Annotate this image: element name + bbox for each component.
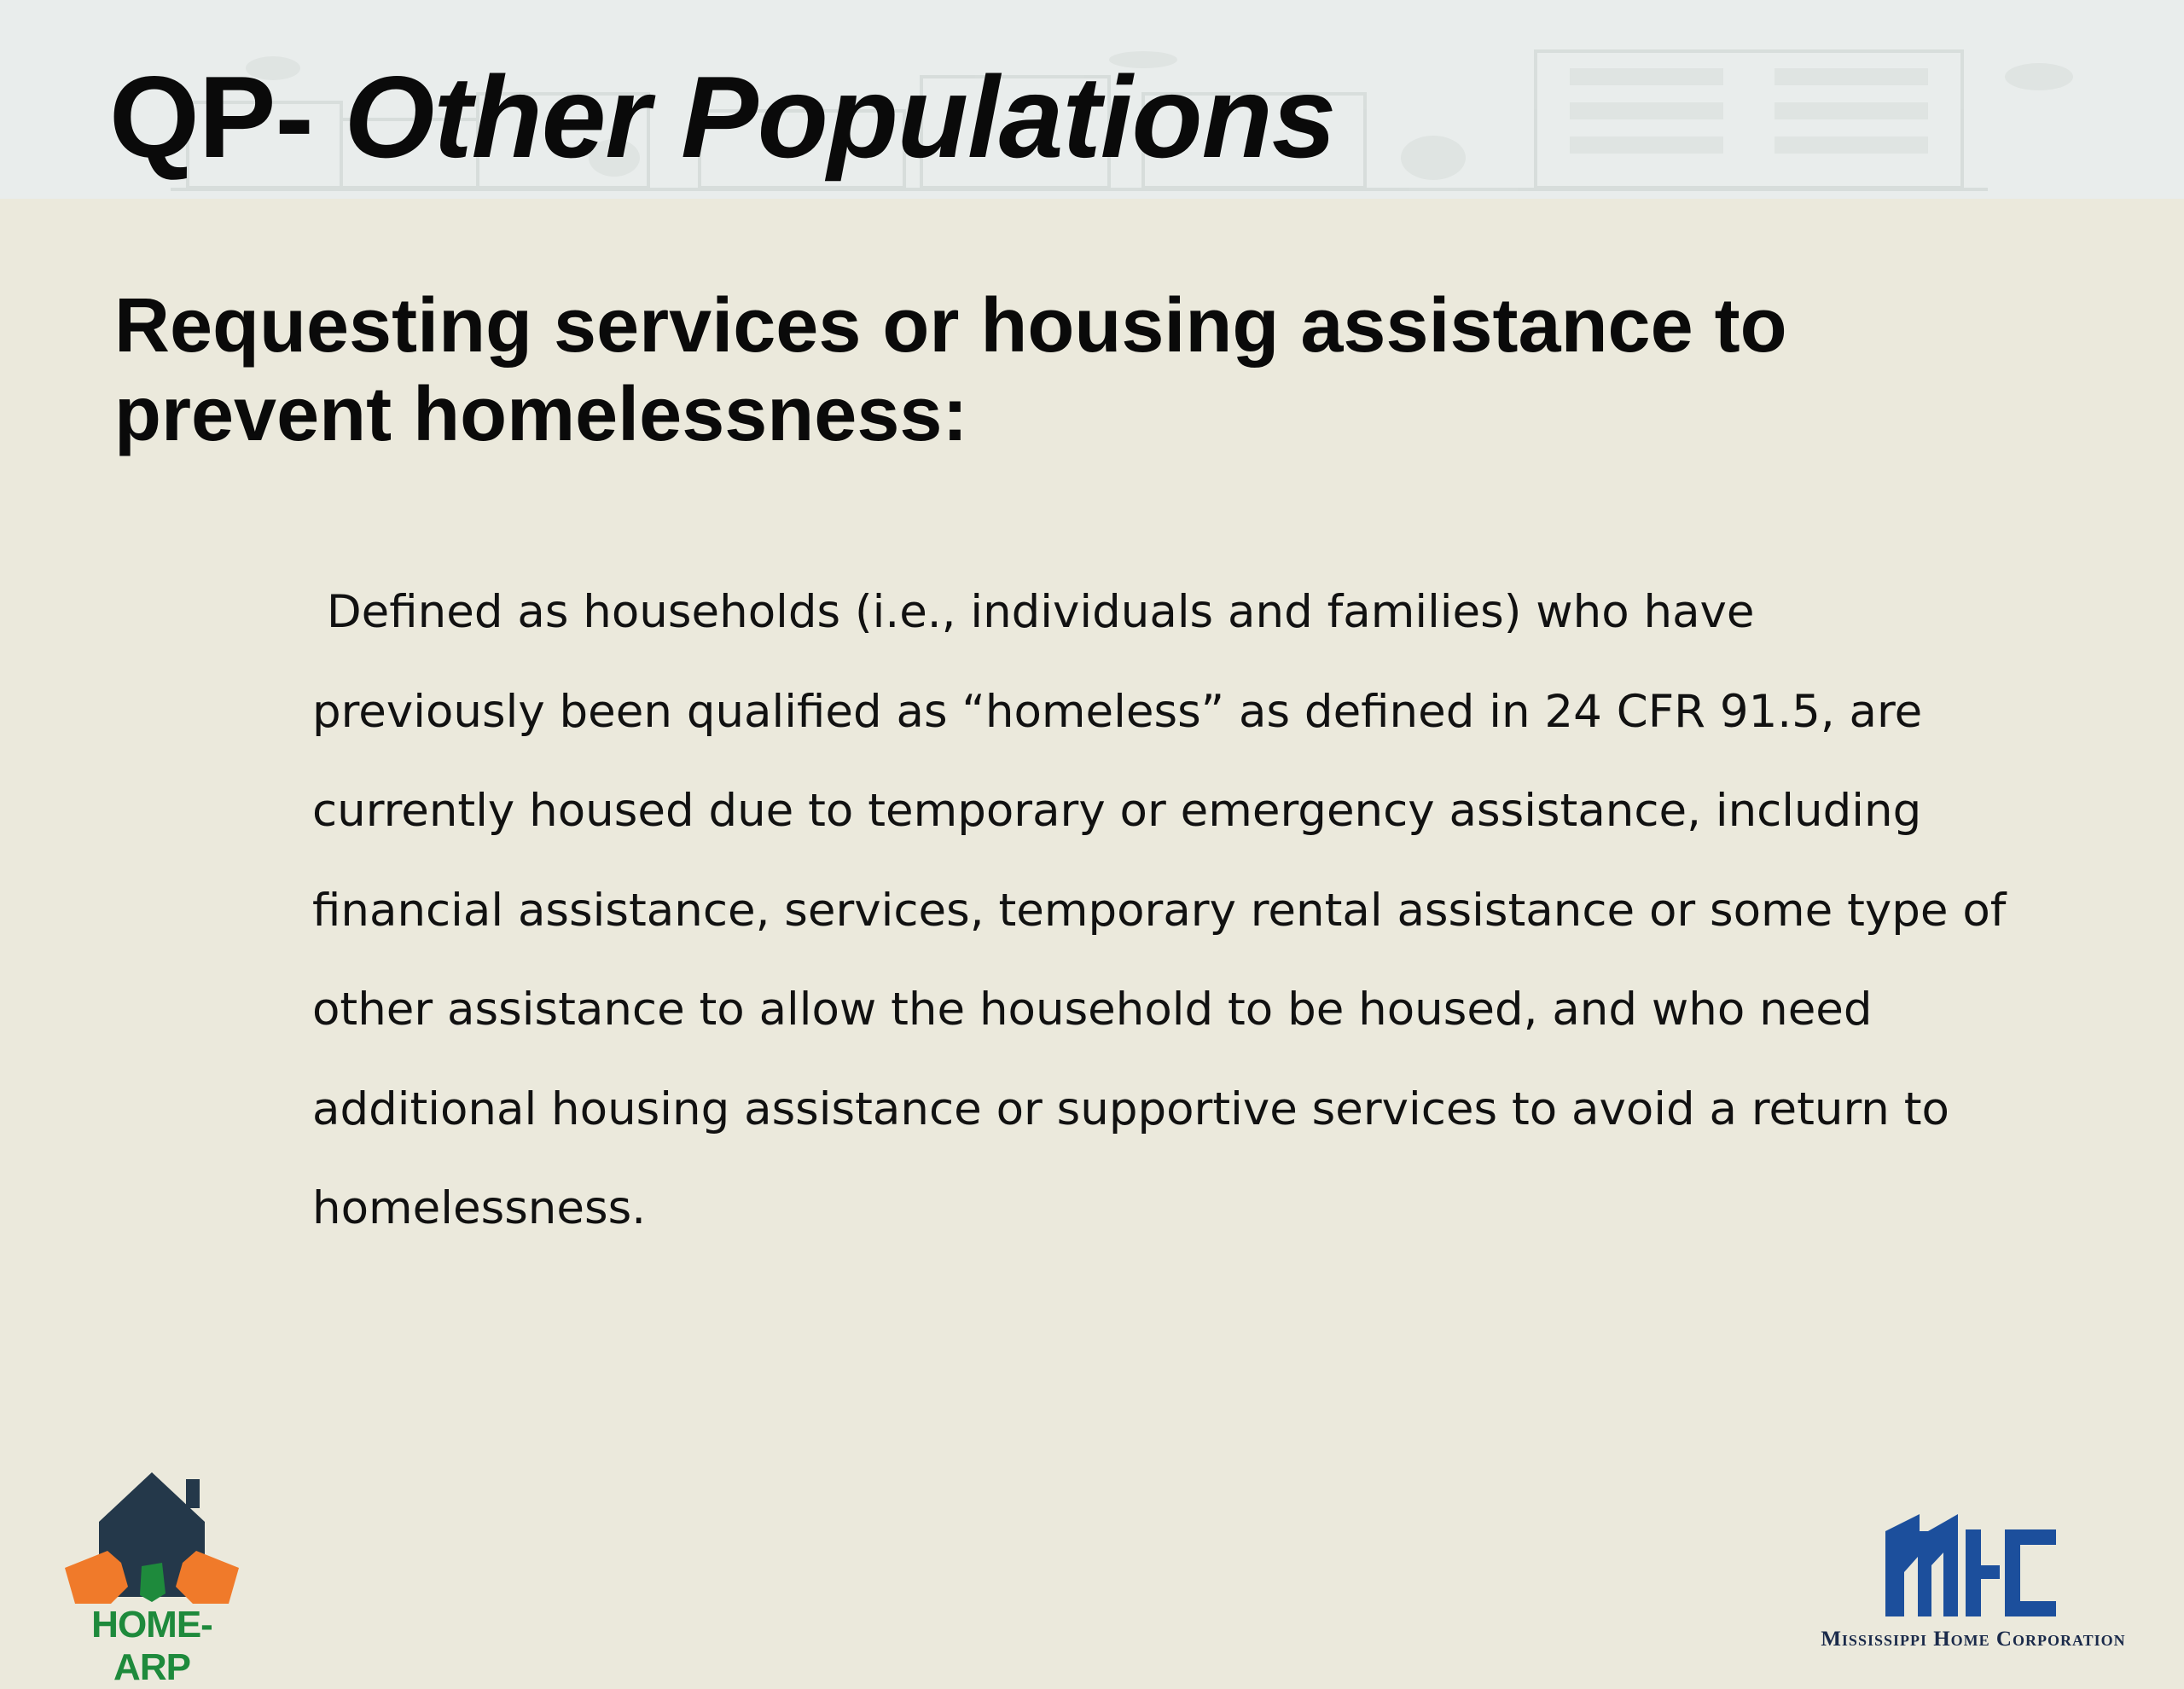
paragraph-line: homelessness. — [312, 1182, 647, 1234]
slide-title — [109, 53, 1335, 181]
paragraph-line: other assistance to allow the household to be housed, and who need — [312, 984, 1873, 1036]
mhc-label: Mississippi Home Corporation — [1821, 1628, 2126, 1651]
paragraph-line: Defined as households (i.e., individuals and families) who have — [312, 586, 1755, 638]
home-arp-label: HOME-ARP — [91, 1604, 212, 1688]
slide-title-prefix: QP- — [109, 52, 313, 182]
paragraph-line: currently housed due to temporary or emergency assistance, including — [312, 785, 1922, 837]
paragraph-line: previously been qualified as “homeless” as defined in 24 CFR 91.5, are — [312, 685, 1923, 738]
mhc-logo-icon — [1877, 1506, 2065, 1625]
slide-subtitle: Requesting services or housing assistance to prevent homelessness: — [114, 283, 1787, 457]
slide-title-italic: Other Populations — [344, 52, 1336, 182]
definition-paragraph — [312, 563, 2010, 1259]
header-band — [0, 0, 2184, 199]
paragraph-line: financial assistance, services, temporary rental assistance or some type of — [312, 884, 2007, 937]
paragraph-line: additional housing assistance or supportive services to avoid a return to — [312, 1082, 1949, 1135]
